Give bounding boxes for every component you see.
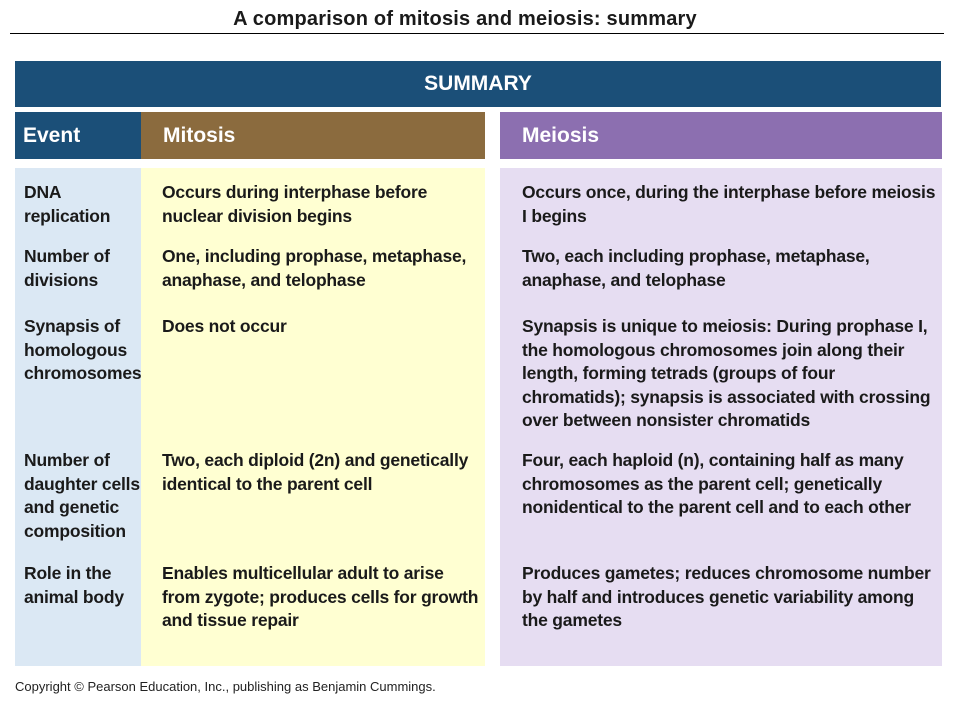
event-number-of-divisions: Number of divisions [24,246,110,290]
meiosis-synapsis: Synapsis is unique to meiosis: During prophase I, the homologous chromosomes join along their length, forming tetrads (groups of four chromatids); synapsis is associated with crossing over between nonsister chromatids [522,316,931,430]
event-daughter-cells: Number of daughter cells and genetic composition [24,450,140,541]
event-dna-replication: DNA replication [24,182,111,226]
slide-title: A comparison of mitosis and meiosis: summary [233,8,697,30]
event-role-in-body: Role in the animal body [24,563,124,607]
meiosis-daughter-cells: Four, each haploid (n), containing half as many chromosomes as the parent cell; genetically nonidentical to the parent cell and to each other [522,450,911,517]
event-synapsis: Synapsis of homologous chromosomes [24,316,142,383]
mitosis-number-of-divisions: One, including prophase, metaphase, anaphase, and telophase [162,246,467,290]
mitosis-column-header: Mitosis [141,112,485,159]
summary-banner: SUMMARY [15,61,941,107]
mitosis-role-in-body: Enables multicellular adult to arise from zygote; produces cells for growth and tissue repair [162,563,479,630]
meiosis-number-of-divisions: Two, each including prophase, metaphase, anaphase, and telophase [522,246,870,290]
copyright-notice: Copyright © Pearson Education, Inc., publishing as Benjamin Cummings. [15,679,436,694]
mitosis-daughter-cells: Two, each diploid (2n) and genetically identical to the parent cell [162,450,469,494]
meiosis-role-in-body: Produces gametes; reduces chromosome number by half and introduces genetic variability among the gametes [522,563,931,630]
mitosis-synapsis: Does not occur [162,316,287,336]
meiosis-dna-replication: Occurs once, during the interphase before meiosis I begins [522,182,936,226]
event-column-header: Event [15,112,141,159]
meiosis-column-header: Meiosis [500,112,942,159]
mitosis-dna-replication: Occurs during interphase before nuclear division begins [162,182,428,226]
title-divider [10,33,944,34]
